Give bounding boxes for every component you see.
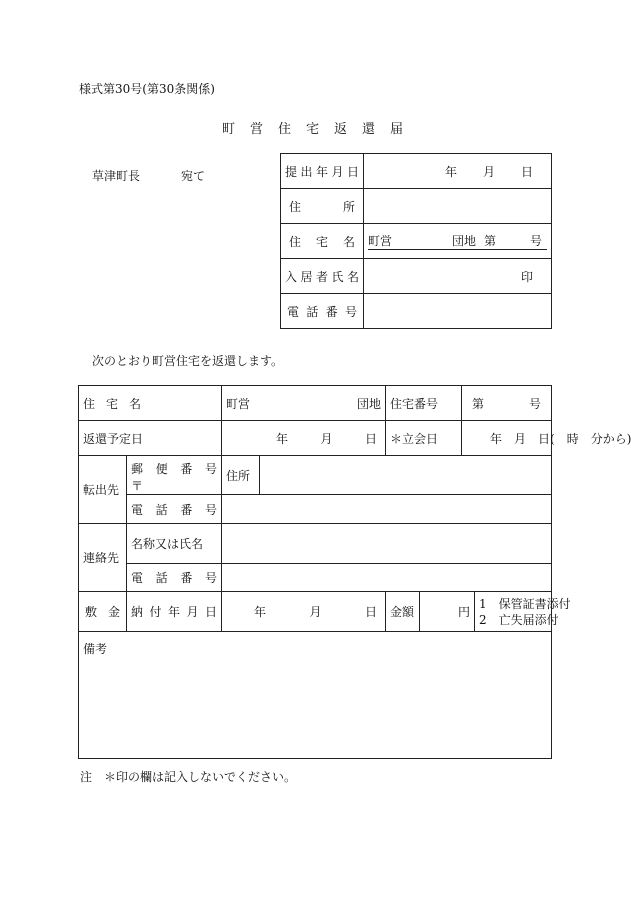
submit-date-label: 提 出 年 月 日	[285, 164, 359, 179]
attach-option-2[interactable]: 2 亡失届添付	[479, 612, 559, 627]
submitter-phone-row	[281, 294, 552, 329]
submitter-address-row	[281, 189, 552, 224]
transfer-address-field[interactable]	[260, 456, 552, 495]
witness-date-label: ＊立会日	[386, 421, 462, 456]
addressee-suffix: 宛て	[181, 169, 206, 183]
dai-label: 第	[472, 396, 485, 411]
resident-name-label: 入 居 者 氏 名	[285, 269, 359, 284]
year-label: 年	[276, 431, 289, 446]
contact-name-label: 名称又は氏名	[127, 524, 222, 564]
submitter-phone-field[interactable]	[364, 294, 552, 329]
year-label: 年	[254, 605, 267, 619]
main-table	[78, 385, 631, 759]
house-prefix: 町営	[368, 234, 393, 248]
phone-label: 電 話 番 号	[131, 571, 217, 585]
seal-mark: 印	[520, 269, 533, 284]
remarks-row	[79, 632, 552, 759]
transfer-postal-row	[79, 456, 552, 495]
month-label: 月	[320, 431, 333, 446]
postal-label: 郵 便 番 号	[131, 462, 217, 476]
day-label: 日	[364, 605, 377, 619]
house-number-label: 住宅番号	[386, 386, 462, 421]
address-label: 住 所	[289, 199, 355, 214]
dai-label: 第	[484, 234, 497, 248]
month-label: 月	[482, 164, 495, 179]
amount-label: 金額	[386, 592, 420, 632]
submitter-table	[280, 153, 552, 329]
contact-name-field[interactable]	[222, 524, 552, 564]
phone-label: 電 話 番 号	[287, 304, 357, 319]
main-house-label: 住 宅 名	[83, 396, 141, 411]
house-row	[79, 386, 552, 421]
attach-option-1[interactable]: 1 保管証書添付	[479, 596, 571, 611]
month-label: 月	[309, 605, 322, 619]
deposit-row	[79, 592, 552, 632]
intro-text: 次のとおり町営住宅を返還します。	[92, 354, 284, 368]
footer-note: 注 ＊印の欄は記入しないでください。	[80, 770, 297, 784]
deposit-label: 敷 金	[85, 605, 120, 619]
transfer-phone-row	[79, 495, 552, 524]
submit-date-field[interactable]	[364, 154, 552, 189]
month-label: 月	[514, 431, 527, 446]
house-prefix: 町営	[226, 396, 251, 411]
day-label: 日	[520, 164, 533, 179]
transfer-address-label: 住所	[222, 456, 260, 495]
addressee: 草津町長	[92, 169, 141, 183]
contact-phone-field[interactable]	[222, 564, 552, 592]
remarks-field[interactable]	[79, 632, 552, 759]
year-label: 年	[490, 431, 503, 446]
go-label: 号	[528, 396, 541, 411]
submitter-address-field[interactable]	[364, 189, 552, 224]
resident-name-row	[281, 259, 552, 294]
remarks-label: 備考	[83, 642, 108, 656]
transfer-phone-field[interactable]	[222, 495, 552, 524]
return-date-field[interactable]	[222, 421, 386, 456]
main-house-field[interactable]	[222, 386, 386, 421]
return-date-label: 返還予定日	[79, 421, 222, 456]
transfer-label: 転出先	[79, 456, 127, 524]
yen-label: 円	[458, 605, 471, 619]
danchi-label: 団地	[452, 234, 477, 248]
contact-name-row	[79, 524, 552, 564]
attachment-options[interactable]	[475, 592, 571, 632]
page-title: 町営住宅返還届	[222, 122, 419, 137]
postal-label-cell	[127, 456, 222, 495]
submitter-house-field[interactable]	[364, 224, 552, 259]
return-date-row	[79, 421, 552, 456]
day-label: 日	[364, 431, 377, 446]
contact-label: 連絡先	[79, 524, 127, 592]
phone-label: 電 話 番 号	[131, 502, 217, 517]
pay-date-field[interactable]	[222, 592, 386, 632]
contact-phone-row	[79, 564, 552, 592]
submitter-house-row	[281, 224, 552, 259]
year-label: 年	[444, 164, 457, 179]
submit-date-row	[281, 154, 552, 189]
house-number-field[interactable]	[462, 386, 552, 421]
witness-date-field[interactable]	[462, 421, 631, 456]
go-label: 号	[530, 234, 543, 248]
resident-name-field[interactable]	[364, 259, 552, 294]
house-name-label: 住 宅 名	[289, 234, 355, 249]
danchi-label: 団地	[356, 396, 381, 411]
form-number: 様式第30号(第30条関係)	[79, 82, 215, 96]
pay-date-label: 納 付 年 月 日	[131, 605, 217, 619]
amount-field[interactable]	[420, 592, 475, 632]
witness-time-text: 日( 時 分から)	[538, 431, 631, 446]
postal-mark: 〒	[131, 479, 144, 493]
